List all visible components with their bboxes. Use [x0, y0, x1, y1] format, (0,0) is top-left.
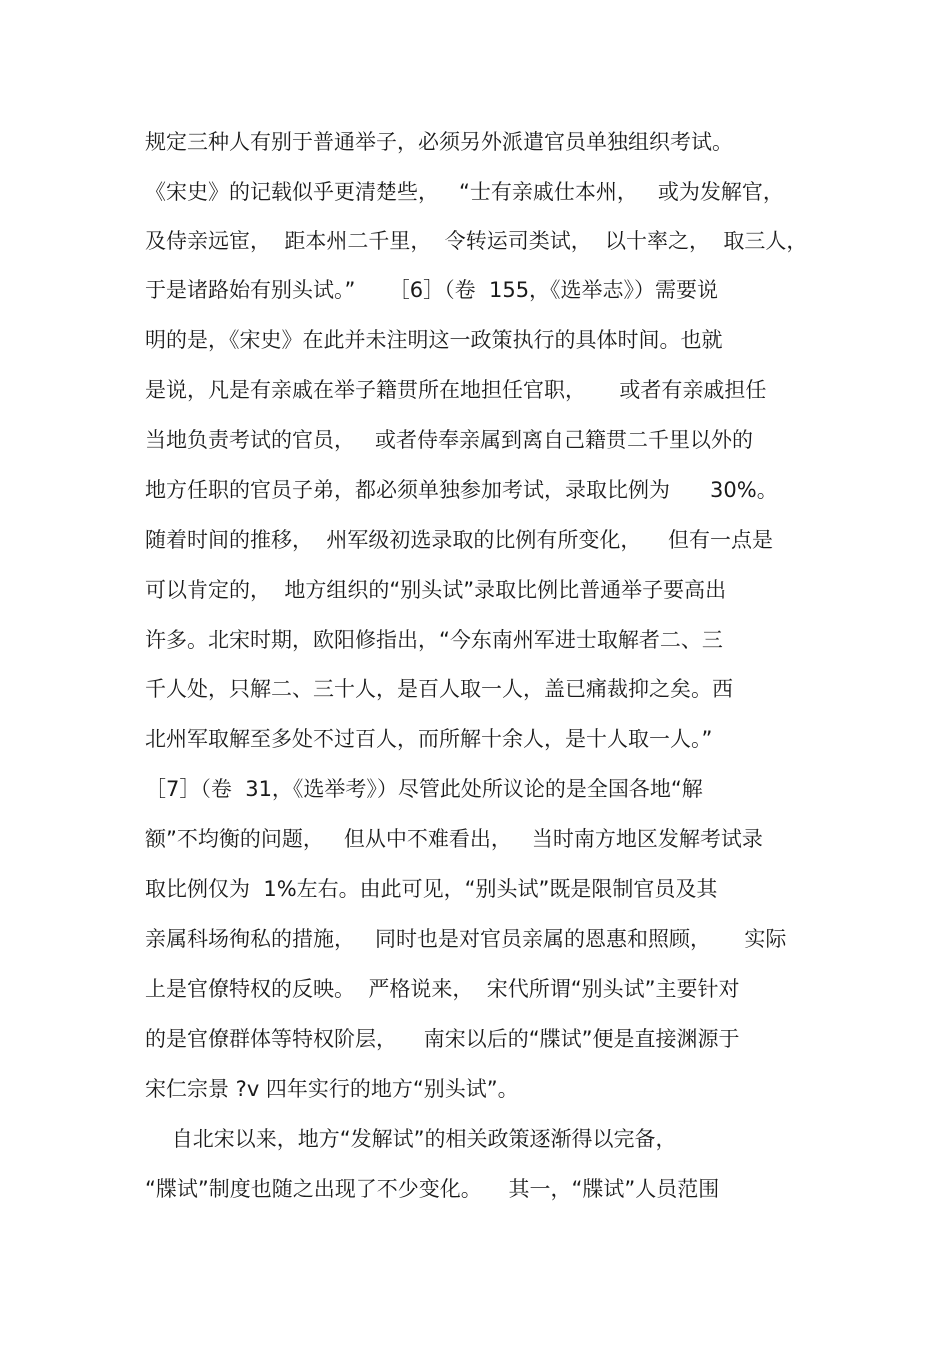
text-line: 地方任职的官员子弟，都必须单独参加考试，录取比例为 30%。: [145, 478, 778, 502]
text-line: 千人处，只解二、三十人，是百人取一人，盖已痛裁抑之矣。西: [145, 677, 733, 701]
text-line: 及侍亲远宦， 距本州二千里， 令转运司类试， 以十率之， 取三人，: [145, 229, 808, 253]
text-line: ［7］（卷 31，《选举考》）尽管此处所议论的是全国各地“解: [145, 777, 703, 801]
text-line: 亲属科场徇私的措施， 同时也是对官员亲属的恩惠和照顾， 实际: [145, 927, 787, 951]
text-line: 《宋史》的记载似乎更清楚些， “士有亲戚仕本州， 或为发解官，: [145, 180, 784, 204]
text-line: 当地负责考试的官员， 或者侍奉亲属到离自己籍贯二千里以外的: [145, 428, 754, 452]
text-line: 北州军取解至多处不过百人，而所解十余人，是十人取一人。”: [145, 727, 713, 751]
text-line: 上是官僚特权的反映。 严格说来， 宋代所谓“别头试”主要针对: [145, 977, 740, 1001]
text-line: 随着时间的推移， 州军级初选录取的比例有所变化， 但有一点是: [145, 528, 774, 552]
text-line: 取比例仅为 1%左右。由此可见，“别头试”既是限制官员及其: [145, 877, 718, 901]
text-line: 于是诸路始有别头试。” ［6］（卷 155，《选举志》）需要说: [145, 278, 719, 302]
text-line: 可以肯定的， 地方组织的“别头试”录取比例比普通举子要高出: [145, 578, 727, 602]
text-line: 的是官僚群体等特权阶层， 南宋以后的“牒试”便是直接渊源于: [145, 1027, 740, 1051]
text-line: 明的是，《宋史》在此并未注明这一政策执行的具体时间。也就: [145, 328, 723, 352]
text-line: 自北宋以来，地方“发解试”的相关政策逐渐得以完备，: [145, 1127, 677, 1151]
text-line: 规定三种人有别于普通举子，必须另外派遣官员单独组织考试。: [145, 130, 733, 154]
text-line: 许多。北宋时期，欧阳修指出，“今东南州军进士取解者二、三: [145, 628, 723, 652]
text-line: 额”不均衡的问题， 但从中不难看出， 当时南方地区发解考试录: [145, 827, 763, 851]
text-line: 是说，凡是有亲戚在举子籍贯所在地担任官职， 或者有亲戚担任: [145, 378, 767, 402]
text-line: 宋仁宗景 ?v 四年实行的地方“别头试”。: [145, 1077, 519, 1101]
text-line: “牒试”制度也随之出现了不少变化。 其一，“牒试”人员范围: [145, 1177, 720, 1201]
